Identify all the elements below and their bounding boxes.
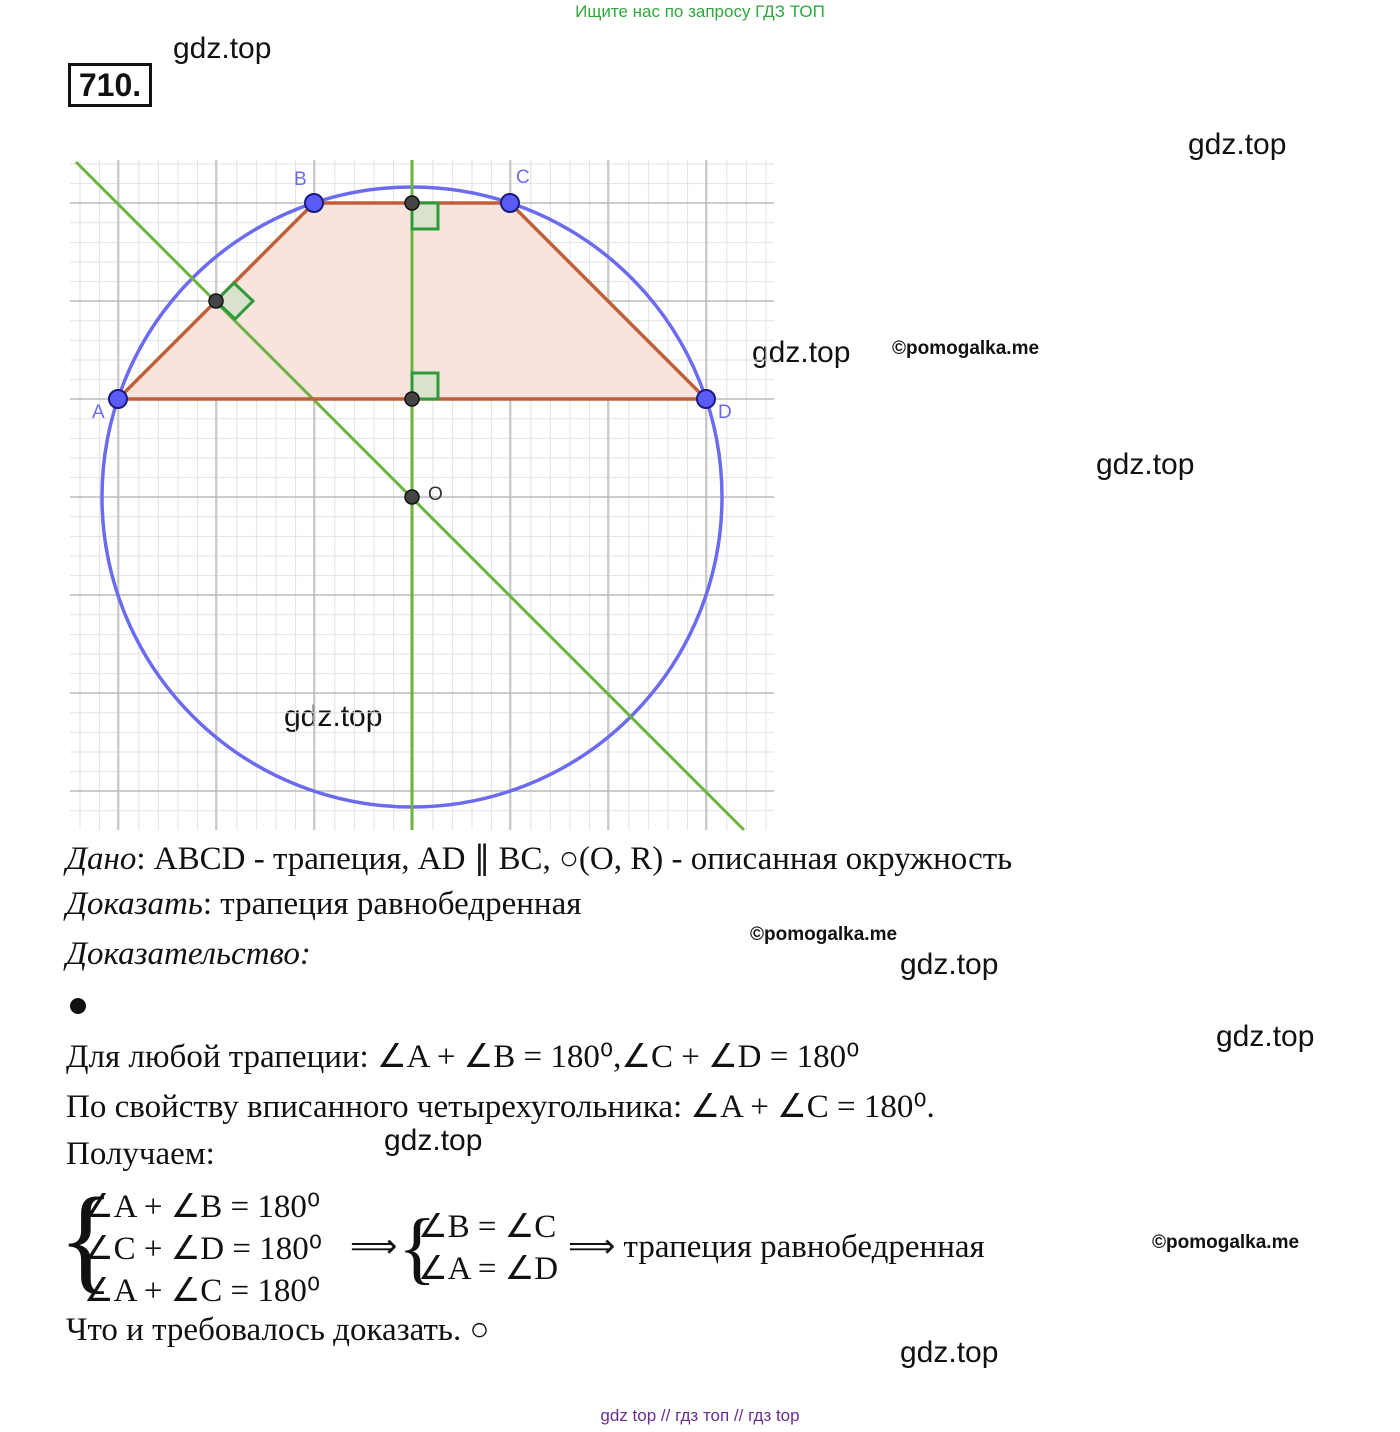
problem-number: 710. bbox=[68, 63, 152, 107]
given-line bbox=[66, 838, 1012, 878]
copyright-mark: ©pomogalka.me bbox=[1152, 1232, 1300, 1253]
vertex-a bbox=[109, 390, 127, 408]
label-o: O bbox=[428, 484, 443, 505]
system2-eq-1: ∠B = ∠C bbox=[418, 1209, 557, 1245]
proof-label: Доказательство: bbox=[66, 936, 311, 972]
prove-label: Доказать bbox=[66, 886, 203, 922]
watermark: gdz.top bbox=[1188, 128, 1287, 161]
label-b: B bbox=[294, 169, 307, 190]
proof-line-1: Для любой трапеции: ∠A + ∠B = 180⁰,∠C + ∠D = 180⁰ bbox=[66, 1039, 860, 1075]
prove-body: : трапеция равнобедренная bbox=[202, 886, 582, 922]
vertex-c bbox=[501, 194, 519, 212]
proof-line-3: Получаем: bbox=[66, 1136, 215, 1172]
system-eq-3: ∠A + ∠C = 180⁰ bbox=[84, 1273, 321, 1309]
watermark: gdz.top bbox=[1216, 1020, 1315, 1053]
final-line: Что и требовалось доказать. ○ bbox=[66, 1312, 490, 1348]
left-brace-2: { bbox=[398, 1204, 437, 1292]
system-eq-1: ∠A + ∠B = 180⁰ bbox=[84, 1189, 321, 1225]
copyright-mark: ©pomogalka.me bbox=[892, 338, 1040, 359]
left-brace-1: { bbox=[58, 1173, 115, 1304]
watermark: gdz.top bbox=[900, 1336, 999, 1369]
watermark: gdz.top bbox=[284, 700, 383, 733]
midpoint-ab bbox=[209, 294, 223, 308]
watermark: gdz.top bbox=[900, 948, 999, 981]
conclusion: ⟹ трапеция равнобедренная bbox=[568, 1229, 985, 1265]
given-body: : ABCD - трапеция, AD ∥ BC, ○(O, R) - описанная окружность bbox=[136, 841, 1013, 877]
watermark: gdz.top bbox=[173, 32, 272, 65]
implies-arrow: ⟹ bbox=[350, 1229, 398, 1265]
system-eq-2: ∠C + ∠D = 180⁰ bbox=[84, 1231, 322, 1267]
geometry-figure bbox=[0, 0, 800, 840]
vertex-d bbox=[697, 390, 715, 408]
copyright-mark: ©pomogalka.me bbox=[750, 924, 898, 945]
bottom-banner: gdz top // гдз топ // гдз top bbox=[600, 1406, 800, 1425]
watermark: gdz.top bbox=[384, 1124, 483, 1157]
prove-line bbox=[66, 886, 581, 923]
bullet bbox=[70, 998, 86, 1014]
center-point-o bbox=[405, 490, 419, 504]
top-banner: Ищите нас по запросу ГДЗ ТОП bbox=[575, 2, 825, 21]
watermark: gdz.top bbox=[1096, 448, 1195, 481]
vertex-b bbox=[305, 194, 323, 212]
system2-eq-2: ∠A = ∠D bbox=[418, 1251, 559, 1287]
midpoint-bc bbox=[405, 196, 419, 210]
label-c: C bbox=[516, 167, 530, 188]
midpoint-ad bbox=[405, 392, 419, 406]
label-a: A bbox=[92, 402, 105, 423]
label-d: D bbox=[718, 402, 732, 423]
given-label: Дано bbox=[66, 841, 137, 877]
proof-line-2: По свойству вписанного четырехугольника: ∠A + ∠C = 180⁰. bbox=[66, 1089, 935, 1125]
watermark: gdz.top bbox=[752, 336, 851, 369]
